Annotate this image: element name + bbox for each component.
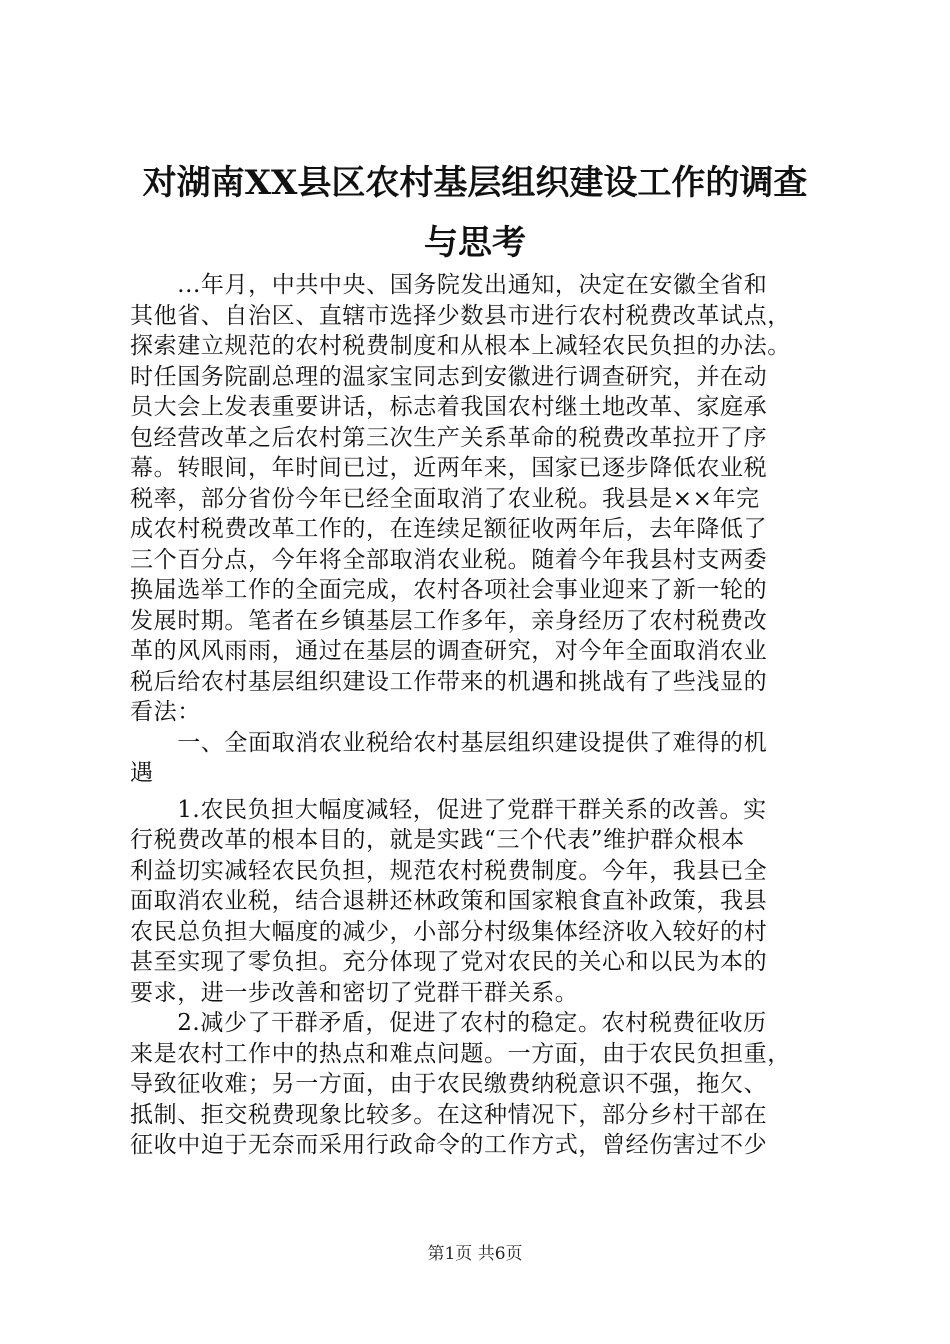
body-text-line: 导致征收难；另一方面，由于农民缴费纳税意识不强，拖欠、 [130, 1071, 768, 1097]
body-text-line: 甚至实现了零负担。充分体现了党对农民的关心和以民为本的 [130, 949, 768, 975]
body-text-line: ...年月，中共中央、国务院发出通知，决定在安徽全省和 [130, 272, 768, 298]
body-text-line: 遇 [130, 760, 154, 786]
body-text-line: 利益切实减轻农民负担，规范农村税费制度。今年，我县已全 [130, 857, 768, 884]
body-text-line: 换届选举工作的全面完成，农村各项社会事业迎来了新一轮的 [130, 577, 768, 603]
body-text-line: 征收中迫于无奈而采用行政命令的工作方式，曾经伤害过不少 [130, 1132, 768, 1158]
document-title-line-2: 与思考 [424, 223, 526, 263]
body-text-line: 其他省、自治区、直辖市选择少数县市进行农村税费改革试点， [130, 302, 791, 329]
body-text-line: 看法： [130, 699, 201, 725]
body-text-line: 要求，进一步改善和密切了党群干群关系。 [130, 979, 579, 1006]
body-text-line: 包经营改革之后农村第三次生产关系革命的税费改革拉开了序 [130, 424, 768, 451]
page-footer: 第1页 共6页 [427, 1244, 523, 1264]
body-text-line: 行税费改革的根本目的，就是实践“三个代表”维护群众根本 [130, 827, 745, 853]
body-text-line: 税后给农村基层组织建设工作带来的机遇和挑战有了些浅显的 [130, 668, 768, 695]
body-text-line: 来是农村工作中的热点和难点问题。一方面，由于农民负担重， [130, 1040, 791, 1067]
body-text-line: 探索建立规范的农村税费制度和从根本上减轻农民负担的办法。 [130, 333, 791, 359]
body-text-line: 员大会上发表重要讲话，标志着我国农村继土地改革、家庭承 [130, 394, 768, 420]
body-text-line: 三个百分点，今年将全部取消农业税。随着今年我县村支两委 [130, 546, 768, 573]
body-text-line: 1.农民负担大幅度减轻，促进了党群干群关系的改善。实 [130, 796, 767, 823]
body-text-line: 革的风风雨雨，通过在基层的调查研究，对今年全面取消农业 [130, 638, 768, 664]
body-text-line: 幕。转眼间，年时间已过，近两年来，国家已逐步降低农业税 [130, 455, 768, 481]
body-text-line: 成农村税费改革工作的，在连续足额征收两年后，去年降低了 [130, 516, 768, 542]
body-text-line: 时任国务院副总理的温家宝同志到安徽进行调查研究，并在动 [130, 363, 768, 390]
document-title-line-1: 对湖南XX县区农村基层组织建设工作的调查 [142, 163, 808, 203]
body-text-line: 税率，部分省份今年已经全面取消了农业税。我县是××年完 [130, 485, 760, 512]
document-body [130, 270, 845, 1161]
body-text-line: 2.减少了干群矛盾，促进了农村的稳定。农村税费征收历 [130, 1010, 767, 1036]
body-text-line: 一、全面取消农业税给农村基层组织建设提供了难得的机 [130, 729, 768, 756]
body-text-line: 抵制、拒交税费现象比较多。在这种情况下，部分乡村干部在 [130, 1101, 768, 1128]
body-text-line: 面取消农业税，结合退耕还林政策和国家粮食直补政策，我县 [130, 888, 768, 914]
body-text-line: 发展时期。笔者在乡镇基层工作多年，亲身经历了农村税费改 [130, 607, 768, 634]
body-text-line: 农民总负担大幅度的减少，小部分村级集体经济收入较好的村 [130, 918, 768, 945]
